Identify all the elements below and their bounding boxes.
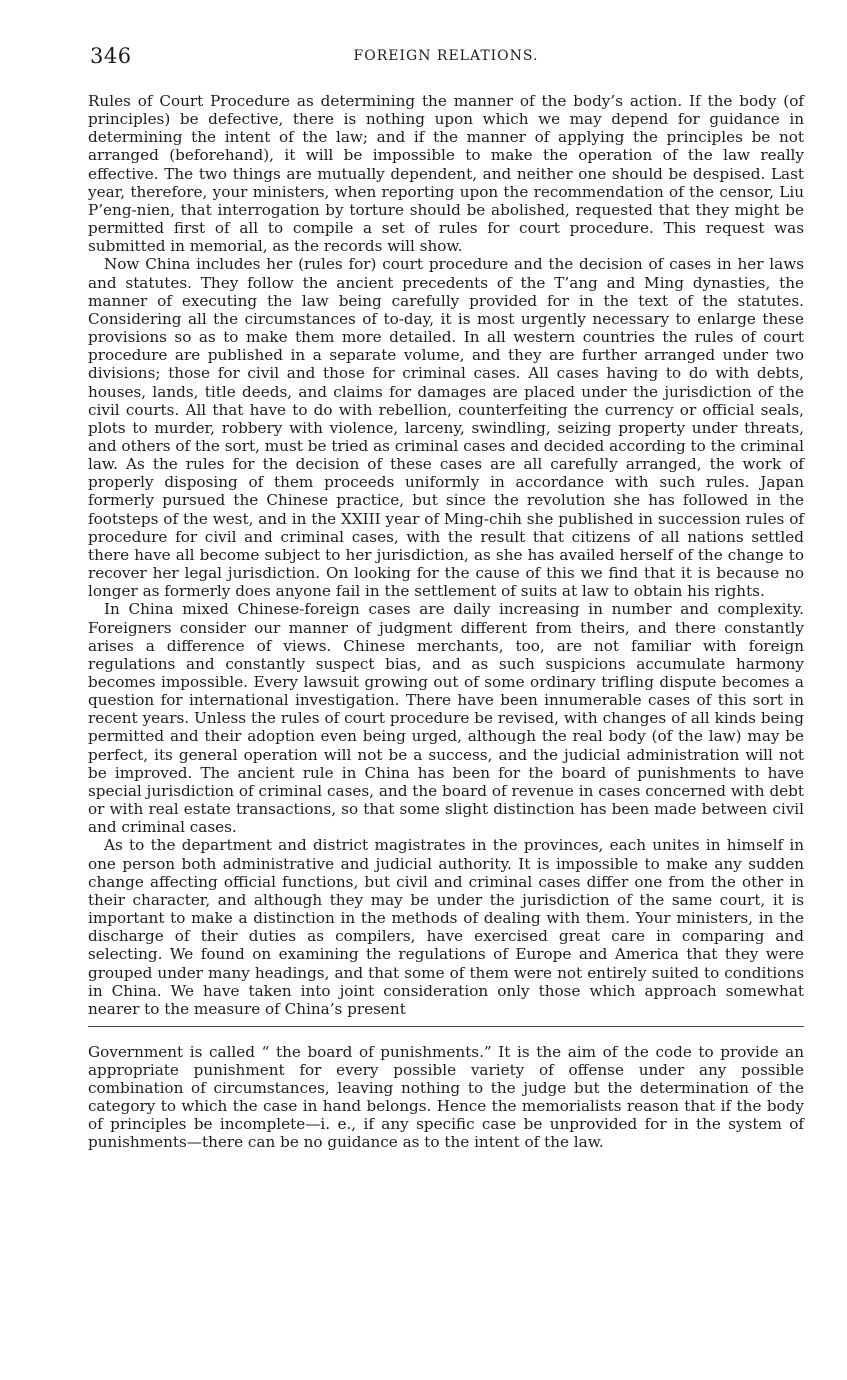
- paragraph-continued: Rules of Court Procedure as determining the manner of the body’s action. If the body (of principles) be defective, there is nothing upon which we may depend for guidance in determining the intent of the law; and if the manner of applying the principles be not arranged (beforehand), it will be impossible to make the operation of the law really effective. The two things are mutually dependent, and neither one should be despised. Last year, therefore, your ministers, when reporting upon the recommendation of the censor, Liu P’eng-nien, that interrogation by torture should be abolished, requested that they might be permitted first of all to compile a set of rules for court procedure. This request was submitted in memorial, as the records will show.: [88, 92, 804, 256]
- document-page: [88, 44, 804, 1152]
- footnote-text: Government is called “ the board of punishments.” It is the aim of the code to provide an appropriate punishment for every possible variety of offense under any possible combination of circumstances, leaving nothing to the judge but the determination of the category to which the case in hand belongs. Hence the memorialists reason that if the body of principles be incomplete—i. e., if any specific case be unprovided for in the system of punishments—there can be no guidance as to the intent of the law.: [88, 1042, 804, 1152]
- paragraph: Now China includes her (rules for) court procedure and the decision of cases in her laws and statutes. They follow the ancient precedents of the T’ang and Ming dynasties, the manner of executing the law being carefully provided for in the text of the statutes. Considering all the circumstances of to-day, it is most urgently necessary to enlarge these provisions so as to make them more detailed. In all western countries the rules of court procedure are published in a separate volume, and they are further arranged under two divisions; those for civil and those for criminal cases. All cases having to do with debts, houses, lands, title deeds, and claims for damages are placed under the jurisdiction of the civil courts. All that have to do with rebellion, counterfeiting the currency or official seals, plots to murder, robbery with violence, larceny, swindling, seizing property under threats, and others of the sort, must be tried as criminal cases and decided according to the criminal law. As the rules for the decision of these cases are all carefully arranged, the work of properly disposing of them proceeds uniformly in accordance with such rules. Japan formerly pursued the Chinese practice, but since the revolution she has followed in the footsteps of the west, and in the XXIII year of Ming-chih she published in succession rules of procedure for civil and criminal cases, with the result that citizens of all nations settled there have all become subject to her jurisdiction, as she has availed herself of the change to recover her legal jurisdiction. On looking for the cause of this we find that it is because no longer as formerly does anyone fail in the settlement of suits at law to obtain his rights.: [88, 255, 804, 601]
- running-head: [88, 44, 804, 76]
- paragraph: In China mixed Chinese-foreign cases are daily increasing in number and complexity. Foreigners consider our manner of judgment different from theirs, and there constantly arises a difference of views. Chinese merchants, too, are not familiar with foreign regulations and constantly suspect bias, and as such suspicions accumulate harmony becomes impossible. Every lawsuit growing out of some ordinary trifling dispute becomes a question for international investigation. There have been innumerable cases of this sort in recent years. Unless the rules of court procedure be revised, with changes of all kinds being permitted and their adoption even being urged, although the real body (of the law) may be perfect, its general operation will not be a success, and the judicial administration will not be improved. The ancient rule in China has been for the board of punishments to have special jurisdiction of criminal cases, and the board of revenue in cases concerned with debt or with real estate transactions, so that some slight distinction has been made between civil and criminal cases.: [88, 600, 804, 837]
- paragraph: As to the department and district magistrates in the provinces, each unites in himself in one person both administrative and judicial authority. It is impossible to make any sudden change affecting official functions, but civil and criminal cases differ one from the other in their character, and although they may be under the jurisdiction of the same court, it is important to make a distinction in the methods of dealing with them. Your ministers, in the discharge of their duties as compilers, have exercised great care in comparing and selecting. We found on examining the regulations of Europe and America that they were grouped under many headings, and that some of them were not entirely suited to conditions in China. We have taken into joint consideration only those which approach somewhat nearer to the measure of China’s present: [88, 836, 804, 1018]
- body-text: [88, 92, 804, 1018]
- footnote: [88, 1043, 804, 1152]
- running-title: FOREIGN RELATIONS.: [353, 48, 539, 64]
- footnote-divider: [88, 1026, 804, 1027]
- page-number: 346: [90, 44, 132, 68]
